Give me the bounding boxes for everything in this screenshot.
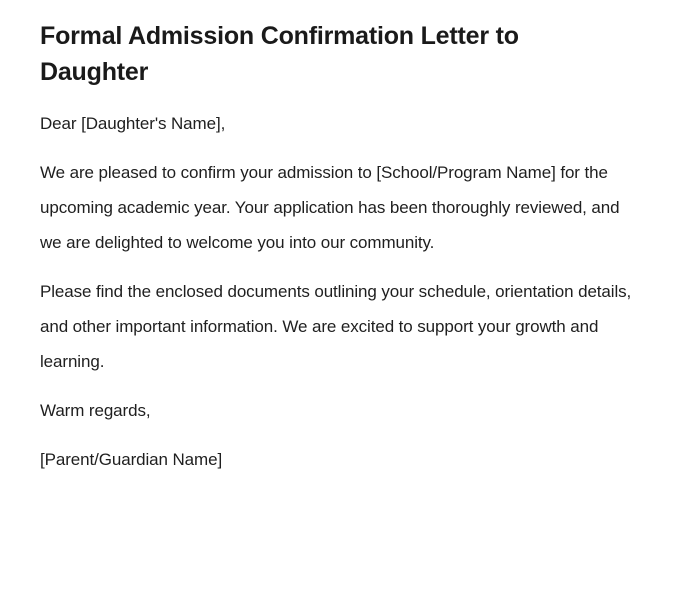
page-title: Formal Admission Confirmation Letter to Daughter xyxy=(40,22,519,86)
closing-paragraph: Warm regards, xyxy=(40,401,151,420)
body-paragraph-2: Please find the enclosed documents outlining your schedule, orientation details, and other important information. We are excited to support your growth and learning. xyxy=(40,282,632,371)
salutation-paragraph: Dear [Daughter's Name], xyxy=(40,114,226,133)
letter-body xyxy=(40,106,638,477)
signature-paragraph: [Parent/Guardian Name] xyxy=(40,450,223,469)
body-paragraph-1: We are pleased to confirm your admission to [School/Program Name] for the upcoming academic year. Your application has been thoroughly reviewed, and we are delighted to welcome you into our community. xyxy=(40,163,620,252)
